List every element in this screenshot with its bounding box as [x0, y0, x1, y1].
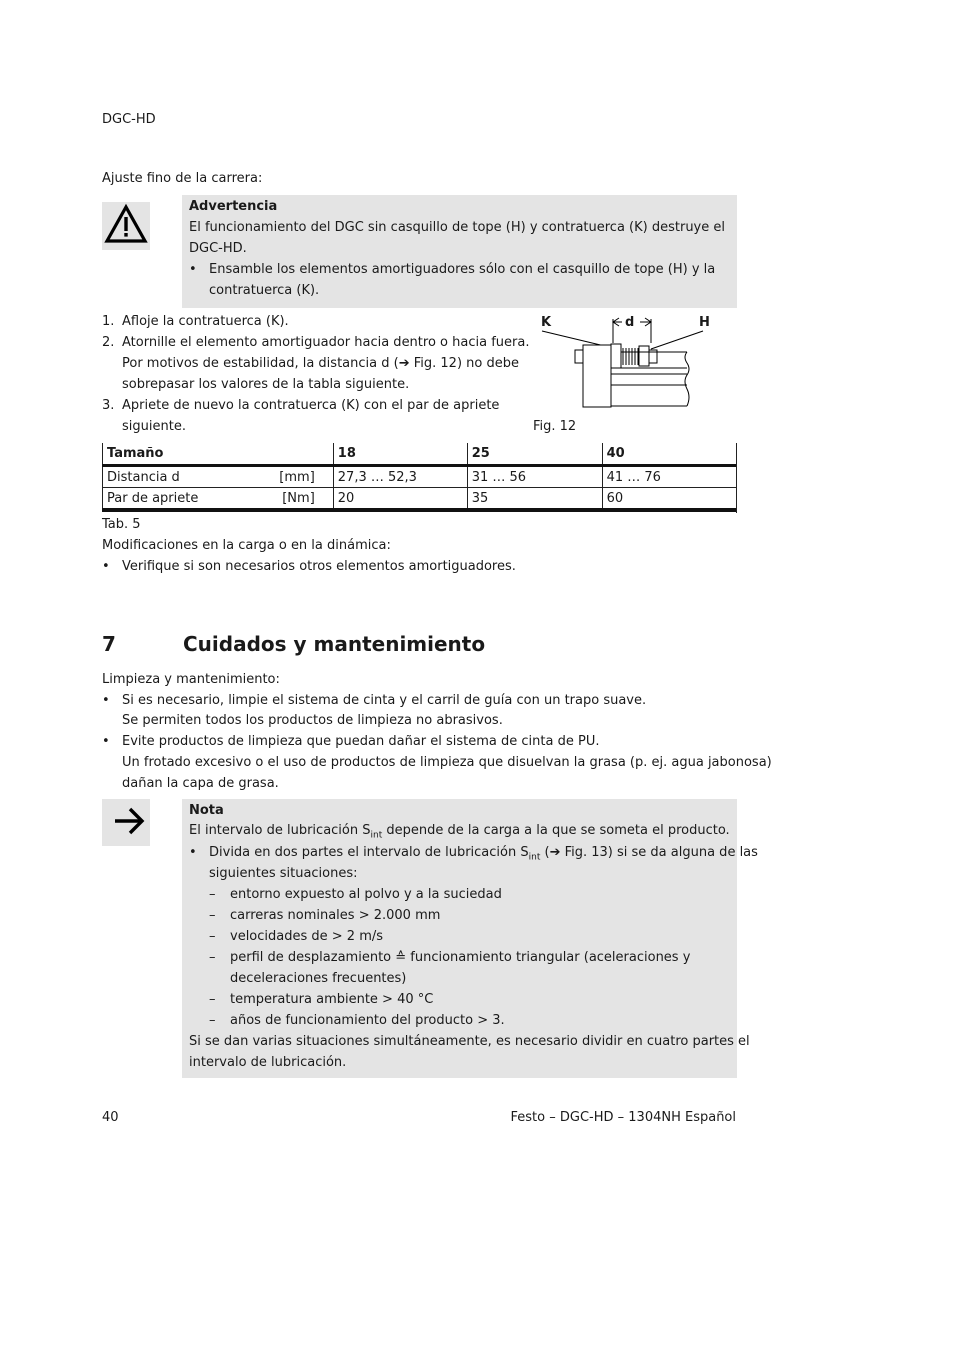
maintenance-bullet-2-line3: dañan la capa de grasa. — [122, 776, 279, 791]
table-cell: 60 — [602, 488, 737, 511]
warning-text-line1: El funcionamiento del DGC sin casquillo de tope (H) y contratuerca (K) destruye el — [189, 220, 725, 235]
table-cell: 20 — [333, 488, 467, 511]
arrow-right-icon — [102, 799, 150, 846]
page-number: 40 — [102, 1110, 119, 1125]
dash-symbol: – — [209, 908, 216, 923]
table-header-cell: 40 — [602, 443, 737, 466]
dash-symbol: – — [209, 887, 216, 902]
row-unit: [mm] — [279, 469, 315, 485]
lock-nut — [611, 344, 621, 368]
note-condition-4-line1: perfil de desplazamiento ≙ funcionamiento triangular (aceleraciones y — [230, 950, 691, 965]
row-label-cell — [103, 488, 334, 511]
note-condition-5: temperatura ambiente > 40 °C — [230, 992, 434, 1007]
figure-caption: Fig. 12 — [533, 419, 577, 434]
note-condition-4-line2: deceleraciones frecuentes) — [230, 971, 407, 986]
screw-head — [575, 350, 583, 363]
note-condition-3: velocidades de > 2 m/s — [230, 929, 384, 944]
row-unit: [Nm] — [282, 490, 315, 506]
table-cell: 35 — [467, 488, 602, 511]
warning-bullet-line1: Ensamble los elementos amortiguadores sólo con el casquillo de tope (H) y la — [209, 262, 716, 277]
dash-symbol: – — [209, 950, 216, 965]
bullet-symbol: • — [102, 734, 110, 749]
warning-icon-box — [102, 202, 150, 250]
table-caption: Tab. 5 — [102, 517, 141, 532]
label-h: H — [699, 315, 710, 330]
document-code: DGC-HD — [102, 112, 156, 127]
bullet-symbol: • — [102, 693, 110, 708]
table-cell: 41 … 76 — [602, 466, 737, 488]
warning-box — [182, 195, 737, 308]
footer-doc-info: Festo – DGC-HD – 1304NH Español — [510, 1110, 736, 1125]
step-2-text-line2: Por motivos de estabilidad, la distancia d (➔ Fig. 12) no debe — [122, 356, 519, 371]
maintenance-bullet-1-line1: Si es necesario, limpie el sistema de cinta y el carril de guía con un trapo suave. — [122, 693, 647, 708]
row-label: Par de apriete — [107, 490, 199, 506]
modifications-label: Modificaciones en la carga o en la dinámica: — [102, 538, 391, 553]
note-closing-line1: Si se dan varias situaciones simultáneamente, es necesario dividir en cuatro partes el — [189, 1034, 750, 1049]
note-closing-line2: intervalo de lubricación. — [189, 1055, 347, 1070]
maintenance-bullet-2-line2: Un frotado excesivo o el uso de productos de limpieza que disuelvan la grasa (p. ej. agua jabonosa) — [122, 755, 772, 770]
step-1-number: 1. — [102, 314, 115, 329]
warning-title: Advertencia — [189, 199, 278, 214]
note-text-line1: El intervalo de lubricación $S_{int}$ depende de la carga a la que se someta el producto. — [189, 823, 730, 841]
note-condition-6: años de funcionamiento del producto > 3. — [230, 1013, 505, 1028]
steps-list — [102, 311, 530, 437]
break-line — [685, 352, 689, 406]
step-2-number: 2. — [102, 335, 115, 350]
table-cell: 27,3 … 52,3 — [333, 466, 467, 488]
maintenance-text — [102, 669, 772, 795]
table-header-cell: 18 — [333, 443, 467, 466]
table-right-border — [736, 443, 737, 513]
note-condition-2: carreras nominales > 2.000 mm — [230, 908, 441, 923]
dash-symbol: – — [209, 1013, 216, 1028]
note-bullet-line2: siguientes situaciones: — [209, 866, 358, 881]
row-label-cell — [103, 466, 334, 488]
note-condition-1: entorno expuesto al polvo y a la suciedad — [230, 887, 502, 902]
maintenance-bullet-2-line1: Evite productos de limpieza que puedan dañar el sistema de cinta de PU. — [122, 734, 600, 749]
end-block — [583, 345, 611, 407]
arrow-icon: ➔ — [398, 356, 410, 371]
dash-symbol: – — [209, 929, 216, 944]
note-bullet-line1: Divida en dos partes el intervalo de lubricación $S_{int}$ (➔ Fig. 13) si se da alguna de las — [209, 845, 758, 863]
arrow-icon: ➔ — [549, 845, 561, 860]
table-header-row — [103, 443, 738, 466]
stop-sleeve — [639, 346, 649, 366]
step-3-text-line2: siguiente. — [122, 419, 186, 434]
figure-12 — [533, 311, 737, 437]
warning-bullet-symbol: • — [189, 262, 197, 277]
step-3-number: 3. — [102, 398, 115, 413]
step-1-text: Afloje la contratuerca (K). — [122, 314, 289, 329]
row-label: Distancia d — [107, 469, 180, 485]
label-d: d — [625, 315, 635, 330]
label-k: K — [541, 315, 552, 330]
table-row — [103, 488, 738, 511]
section-title: Cuidados y mantenimiento — [183, 632, 486, 656]
dash-symbol: – — [209, 992, 216, 1007]
spec-table — [102, 443, 737, 512]
maintenance-intro: Limpieza y mantenimiento: — [102, 672, 280, 687]
note-title: Nota — [189, 803, 224, 818]
table-header-cell: 25 — [467, 443, 602, 466]
section-number: 7 — [102, 632, 116, 656]
step-3-text-line1: Apriete de nuevo la contratuerca (K) con el par de apriete — [122, 398, 500, 413]
step-2-text-line1: Atornille el elemento amortiguador hacia dentro o hacia fuera. — [122, 335, 530, 350]
warning-text-line2: DGC-HD. — [189, 241, 247, 256]
modifications-bullet-text: Verifique si son necesarios otros elementos amortiguadores. — [122, 559, 516, 574]
maintenance-bullet-1-line2: Se permiten todos los productos de limpieza no abrasivos. — [122, 713, 503, 728]
note-icon-box — [102, 799, 150, 846]
warning-bullet-line2: contratuerca (K). — [209, 283, 320, 298]
step-2-text-line3: sobrepasar los valores de la tabla siguiente. — [122, 377, 410, 392]
table-cell: 31 … 56 — [467, 466, 602, 488]
modifications-bullet-symbol: • — [102, 559, 110, 574]
note-bullet-symbol: • — [189, 845, 197, 860]
table-header-cell: Tamaño — [103, 443, 334, 466]
table-row — [103, 466, 738, 488]
warning-triangle-icon — [102, 202, 150, 250]
note-box — [182, 799, 758, 1078]
leader-h — [651, 331, 703, 349]
intro-label: Ajuste fino de la carrera: — [102, 171, 263, 186]
